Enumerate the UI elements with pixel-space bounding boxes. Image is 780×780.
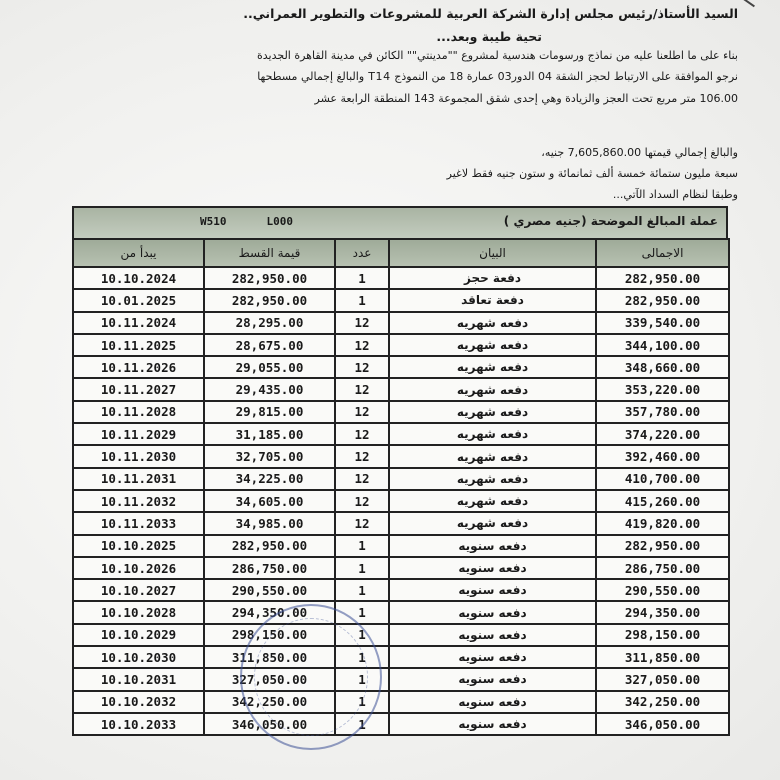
cell-description: دفعه شهريه bbox=[389, 423, 596, 445]
cell-count: 1 bbox=[335, 624, 389, 646]
table-row bbox=[73, 601, 729, 623]
cell-start-date: 10.10.2033 bbox=[73, 713, 204, 735]
cell-description: دفعه سنويه bbox=[389, 713, 596, 735]
cell-installment: 327,050.00 bbox=[204, 668, 335, 690]
cell-total: 282,950.00 bbox=[596, 267, 729, 289]
cell-count: 1 bbox=[335, 579, 389, 601]
cell-start-date: 10.10.2032 bbox=[73, 691, 204, 713]
body-line-3: 106.00 متر مربع تحت العجز والزيادة وهي إحدى شقق المجموعة 143 المنطقة الرابعة عشر bbox=[314, 92, 738, 105]
cell-installment: 282,950.00 bbox=[204, 289, 335, 311]
table-row bbox=[73, 624, 729, 646]
cell-count: 1 bbox=[335, 267, 389, 289]
cell-description: دفعه شهريه bbox=[389, 378, 596, 400]
cell-total: 348,660.00 bbox=[596, 356, 729, 378]
table-row bbox=[73, 468, 729, 490]
cell-installment: 32,705.00 bbox=[204, 445, 335, 467]
cell-total: 410,700.00 bbox=[596, 468, 729, 490]
cell-count: 12 bbox=[335, 423, 389, 445]
cell-count: 12 bbox=[335, 312, 389, 334]
payment-intro: وطبقا لنظام السداد الآتي... bbox=[612, 188, 738, 201]
cell-total: 290,550.00 bbox=[596, 579, 729, 601]
cell-total: 294,350.00 bbox=[596, 601, 729, 623]
table-row bbox=[73, 557, 729, 579]
cell-installment: 28,675.00 bbox=[204, 334, 335, 356]
cell-start-date: 10.11.2027 bbox=[73, 378, 204, 400]
cell-installment: 294,350.00 bbox=[204, 601, 335, 623]
header-start-date: يبدأ من bbox=[73, 239, 204, 267]
cell-description: دفعه شهريه bbox=[389, 356, 596, 378]
table-row bbox=[73, 289, 729, 311]
cell-description: دفعه سنويه bbox=[389, 579, 596, 601]
code-l: L000 bbox=[266, 215, 293, 228]
table-row bbox=[73, 535, 729, 557]
cell-start-date: 10.10.2027 bbox=[73, 579, 204, 601]
cell-installment: 311,850.00 bbox=[204, 646, 335, 668]
cell-installment: 34,985.00 bbox=[204, 512, 335, 534]
cell-start-date: 10.10.2026 bbox=[73, 557, 204, 579]
cell-installment: 29,435.00 bbox=[204, 378, 335, 400]
cell-total: 282,950.00 bbox=[596, 289, 729, 311]
total-amount-line: والبالغ إجمالي قيمتها 7,605,860.00 جنيه، bbox=[541, 146, 738, 159]
table-row bbox=[73, 378, 729, 400]
cell-description: دفعه سنويه bbox=[389, 535, 596, 557]
cell-count: 1 bbox=[335, 646, 389, 668]
cell-installment: 29,815.00 bbox=[204, 401, 335, 423]
table-row bbox=[73, 579, 729, 601]
payment-table bbox=[72, 238, 730, 736]
cell-description: دفعه شهريه bbox=[389, 490, 596, 512]
cell-total: 357,780.00 bbox=[596, 401, 729, 423]
cell-installment: 282,950.00 bbox=[204, 535, 335, 557]
cell-count: 12 bbox=[335, 356, 389, 378]
cell-total: 346,050.00 bbox=[596, 713, 729, 735]
header-total: الاجمالى bbox=[596, 239, 729, 267]
salutation: السيد الأستاذ/رئيس مجلس إدارة الشركة العربية للمشروعات والتطوير العمراني.. bbox=[243, 6, 738, 21]
cell-start-date: 10.11.2029 bbox=[73, 423, 204, 445]
table-row bbox=[73, 490, 729, 512]
cell-description: دفعه سنويه bbox=[389, 668, 596, 690]
cell-total: 374,220.00 bbox=[596, 423, 729, 445]
cell-start-date: 10.10.2029 bbox=[73, 624, 204, 646]
cell-start-date: 10.10.2025 bbox=[73, 535, 204, 557]
cell-installment: 346,050.00 bbox=[204, 713, 335, 735]
table-row bbox=[73, 334, 729, 356]
cell-total: 392,460.00 bbox=[596, 445, 729, 467]
cell-start-date: 10.11.2032 bbox=[73, 490, 204, 512]
table-row bbox=[73, 668, 729, 690]
body-line-2: نرجو الموافقة على الارتباط لحجز الشقة 04 الدور03 عمارة 18 من النموذج T14 والبالغ إجمالي مسطحها bbox=[257, 70, 738, 83]
cell-description: دفعه سنويه bbox=[389, 557, 596, 579]
table-row bbox=[73, 713, 729, 735]
cell-count: 12 bbox=[335, 378, 389, 400]
cell-installment: 282,950.00 bbox=[204, 267, 335, 289]
table-title-bar bbox=[72, 206, 728, 238]
body-line-1: بناء على ما اطلعنا عليه من نماذج ورسومات هندسية لمشروع ""مدينتي"" الكائن في مدينة القاهرة الجديدة bbox=[256, 49, 738, 62]
cell-total: 344,100.00 bbox=[596, 334, 729, 356]
cell-count: 1 bbox=[335, 289, 389, 311]
total-amount-words: سبعة مليون ستمائة خمسة ألف ثمانمائة و ستون جنيه فقط لاغير bbox=[446, 167, 738, 180]
cell-description: دفعه شهريه bbox=[389, 445, 596, 467]
cell-count: 12 bbox=[335, 334, 389, 356]
cell-start-date: 10.11.2025 bbox=[73, 334, 204, 356]
cell-description: دفعه شهريه bbox=[389, 468, 596, 490]
code-w: W510 bbox=[200, 215, 227, 228]
table-row bbox=[73, 445, 729, 467]
cell-total: 353,220.00 bbox=[596, 378, 729, 400]
table-row bbox=[73, 691, 729, 713]
cell-count: 12 bbox=[335, 445, 389, 467]
greeting: تحية طيبة وبعد... bbox=[436, 29, 542, 44]
cell-total: 311,850.00 bbox=[596, 646, 729, 668]
cell-description: دفعه شهريه bbox=[389, 334, 596, 356]
cell-count: 1 bbox=[335, 601, 389, 623]
cell-description: دفعه سنويه bbox=[389, 601, 596, 623]
cell-description: دفعة تعاقد bbox=[389, 289, 596, 311]
table-row bbox=[73, 646, 729, 668]
payment-schedule bbox=[72, 206, 728, 736]
cell-installment: 28,295.00 bbox=[204, 312, 335, 334]
table-row bbox=[73, 356, 729, 378]
cell-start-date: 10.10.2024 bbox=[73, 267, 204, 289]
table-codes bbox=[200, 215, 333, 228]
cell-installment: 29,055.00 bbox=[204, 356, 335, 378]
cell-total: 342,250.00 bbox=[596, 691, 729, 713]
cell-count: 12 bbox=[335, 490, 389, 512]
header-count: عدد bbox=[335, 239, 389, 267]
cell-start-date: 10.01.2025 bbox=[73, 289, 204, 311]
cell-start-date: 10.11.2030 bbox=[73, 445, 204, 467]
cell-count: 1 bbox=[335, 535, 389, 557]
cell-description: دفعه شهريه bbox=[389, 512, 596, 534]
table-row bbox=[73, 512, 729, 534]
cell-installment: 34,225.00 bbox=[204, 468, 335, 490]
cell-installment: 286,750.00 bbox=[204, 557, 335, 579]
cell-start-date: 10.11.2026 bbox=[73, 356, 204, 378]
cell-count: 1 bbox=[335, 713, 389, 735]
header-installment: قيمة القسط bbox=[204, 239, 335, 267]
cell-installment: 298,150.00 bbox=[204, 624, 335, 646]
cell-start-date: 10.11.2028 bbox=[73, 401, 204, 423]
cell-total: 415,260.00 bbox=[596, 490, 729, 512]
cell-start-date: 10.11.2033 bbox=[73, 512, 204, 534]
cell-total: 339,540.00 bbox=[596, 312, 729, 334]
cell-start-date: 10.11.2024 bbox=[73, 312, 204, 334]
cell-total: 327,050.00 bbox=[596, 668, 729, 690]
cell-description: دفعه شهريه bbox=[389, 401, 596, 423]
cell-installment: 31,185.00 bbox=[204, 423, 335, 445]
cell-total: 419,820.00 bbox=[596, 512, 729, 534]
cell-total: 282,950.00 bbox=[596, 535, 729, 557]
cell-start-date: 10.10.2031 bbox=[73, 668, 204, 690]
table-row bbox=[73, 312, 729, 334]
cell-count: 1 bbox=[335, 668, 389, 690]
cell-description: دفعه سنويه bbox=[389, 691, 596, 713]
cell-description: دفعة حجز bbox=[389, 267, 596, 289]
header-row bbox=[73, 239, 729, 267]
cell-count: 12 bbox=[335, 401, 389, 423]
cell-installment: 34,605.00 bbox=[204, 490, 335, 512]
cell-start-date: 10.11.2031 bbox=[73, 468, 204, 490]
table-row bbox=[73, 423, 729, 445]
cell-installment: 290,550.00 bbox=[204, 579, 335, 601]
cell-description: دفعه سنويه bbox=[389, 624, 596, 646]
cell-description: دفعه سنويه bbox=[389, 646, 596, 668]
currency-caption: عملة المبالغ الموضحة (جنيه مصري ) bbox=[503, 214, 718, 228]
cell-start-date: 10.10.2028 bbox=[73, 601, 204, 623]
table-row bbox=[73, 267, 729, 289]
table-row bbox=[73, 401, 729, 423]
cell-count: 12 bbox=[335, 468, 389, 490]
cell-count: 12 bbox=[335, 512, 389, 534]
cell-total: 286,750.00 bbox=[596, 557, 729, 579]
cell-count: 1 bbox=[335, 691, 389, 713]
cell-installment: 342,250.00 bbox=[204, 691, 335, 713]
cell-total: 298,150.00 bbox=[596, 624, 729, 646]
cell-description: دفعه شهريه bbox=[389, 312, 596, 334]
header-description: البيان bbox=[389, 239, 596, 267]
cell-start-date: 10.10.2030 bbox=[73, 646, 204, 668]
cell-count: 1 bbox=[335, 557, 389, 579]
